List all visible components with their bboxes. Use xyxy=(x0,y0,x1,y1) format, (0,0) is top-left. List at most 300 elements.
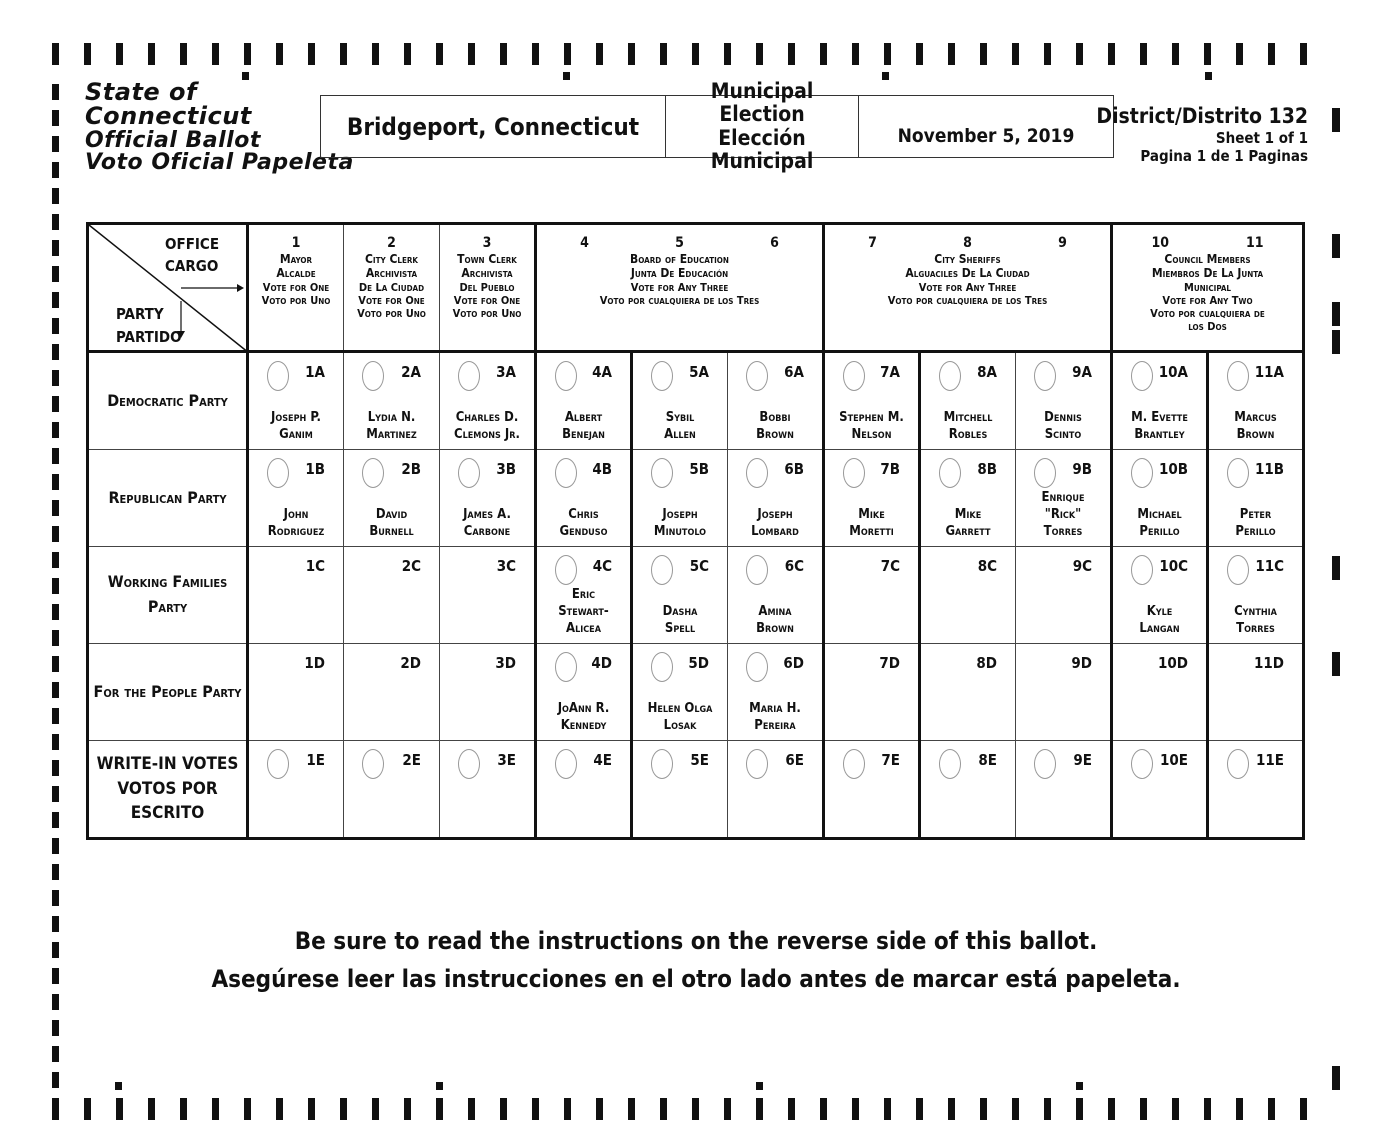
date-box xyxy=(858,95,1114,158)
timing-mark xyxy=(52,682,59,698)
office-header-5 xyxy=(824,224,1112,352)
candidate-name: Maria H. Pereira xyxy=(749,701,801,734)
timing-mark xyxy=(52,500,59,516)
candidate-name: Enrique "Rick" Torres xyxy=(1041,490,1085,540)
timing-mark xyxy=(788,1098,795,1120)
position-code: 3A xyxy=(496,363,516,381)
office-title-line: Alguaciles De La Ciudad xyxy=(905,266,1030,281)
timing-mark xyxy=(948,43,955,65)
timing-mark xyxy=(52,838,59,854)
timing-mark xyxy=(52,422,59,438)
vote-oval[interactable] xyxy=(1131,361,1153,391)
ballot-position-6d[interactable] xyxy=(728,644,824,741)
office-number: 5 xyxy=(675,235,684,251)
position-code: 7A xyxy=(880,363,900,381)
vote-oval[interactable] xyxy=(651,361,673,391)
timing-mark xyxy=(148,43,155,65)
timing-mark xyxy=(52,1098,59,1120)
position-code: 9A xyxy=(1072,363,1092,381)
ballot-position-7a[interactable] xyxy=(824,352,920,450)
office-title-line: Council Members xyxy=(1164,251,1251,266)
office-header-3 xyxy=(440,224,536,352)
vote-oval[interactable] xyxy=(651,652,673,682)
vote-oval[interactable] xyxy=(362,361,384,391)
timing-mark xyxy=(308,43,315,65)
candidate-name: Marcus Brown xyxy=(1234,410,1277,443)
timing-mark xyxy=(52,240,59,256)
ballot-position-9c xyxy=(1016,547,1112,644)
timing-mark xyxy=(372,1098,379,1120)
timing-mark xyxy=(692,43,699,65)
vote-oval[interactable] xyxy=(746,458,768,488)
office-title-line: Voto por cualquiera de xyxy=(1150,306,1265,320)
ballot-position-2e[interactable] xyxy=(344,741,440,839)
vote-oval[interactable] xyxy=(843,749,865,779)
ballot-position-6e[interactable] xyxy=(728,741,824,839)
timing-mark xyxy=(1044,43,1051,65)
ballot-position-8c xyxy=(920,547,1016,644)
position-code: 7E xyxy=(881,751,900,769)
ballot-position-3a[interactable] xyxy=(440,352,536,450)
office-title-line: Board of Education xyxy=(630,251,729,266)
office-title-line: City Clerk xyxy=(364,251,419,266)
ballot-position-1e[interactable] xyxy=(248,741,344,839)
office-header-1 xyxy=(248,224,344,352)
vote-oval[interactable] xyxy=(1034,458,1056,488)
ballot-position-9b[interactable] xyxy=(1016,450,1112,547)
timing-mark xyxy=(1108,1098,1115,1120)
office-title-line: Vote for Any Two xyxy=(1162,293,1253,307)
timing-mark xyxy=(84,1098,91,1120)
position-code: 1C xyxy=(305,557,325,575)
timing-mark xyxy=(1332,556,1340,580)
candidate-name: Sybil Allen xyxy=(664,410,696,443)
position-code: 7D xyxy=(879,654,900,672)
timing-mark xyxy=(1332,302,1340,326)
vote-oval[interactable] xyxy=(939,458,961,488)
election-box xyxy=(665,79,859,173)
ballot-position-5a[interactable] xyxy=(632,352,728,450)
party-row-e xyxy=(88,741,1304,839)
sheet-number: Sheet 1 of 1 xyxy=(1215,129,1308,148)
ballot-position-3b[interactable] xyxy=(440,450,536,547)
vote-oval[interactable] xyxy=(267,458,289,488)
timing-mark xyxy=(692,1098,699,1120)
vote-oval[interactable] xyxy=(1034,749,1056,779)
timing-mark xyxy=(52,890,59,906)
timing-mark xyxy=(436,1098,443,1120)
timing-mark xyxy=(52,474,59,490)
timing-mark xyxy=(820,1098,827,1120)
position-code: 8D xyxy=(976,654,997,672)
timing-mark xyxy=(242,72,249,80)
timing-mark xyxy=(980,43,987,65)
office-title-line: Voto por Uno xyxy=(261,293,331,307)
vote-oval[interactable] xyxy=(555,361,577,391)
position-code: 2B xyxy=(401,460,421,478)
position-code: 4E xyxy=(593,751,612,769)
timing-mark xyxy=(724,1098,731,1120)
candidate-name: Dasha Spell xyxy=(662,604,698,637)
position-code: 9E xyxy=(1073,751,1092,769)
ballot-position-10e[interactable] xyxy=(1112,741,1208,839)
ballot-position-3e[interactable] xyxy=(440,741,536,839)
timing-mark xyxy=(1076,1098,1083,1120)
position-code: 1D xyxy=(304,654,325,672)
timing-mark xyxy=(52,760,59,776)
position-code: 8C xyxy=(977,557,997,575)
timing-mark xyxy=(1076,1082,1083,1090)
vote-oval[interactable] xyxy=(939,361,961,391)
timing-mark xyxy=(52,994,59,1010)
office-header-6 xyxy=(1112,224,1304,352)
vote-oval[interactable] xyxy=(1227,555,1249,585)
pagina-number: Pagina 1 de 1 Paginas xyxy=(1140,147,1308,166)
position-code: 3C xyxy=(496,557,516,575)
position-code: 6C xyxy=(784,557,804,575)
timing-mark xyxy=(596,43,603,65)
timing-mark xyxy=(1300,43,1307,65)
office-number: 8 xyxy=(963,235,972,251)
vote-oval[interactable] xyxy=(555,749,577,779)
vote-oval[interactable] xyxy=(651,555,673,585)
vote-oval[interactable] xyxy=(1227,361,1249,391)
office-title-line: Voto por Uno xyxy=(357,306,426,320)
ballot-position-9a[interactable] xyxy=(1016,352,1112,450)
vote-oval[interactable] xyxy=(1131,749,1153,779)
vote-oval[interactable] xyxy=(651,458,673,488)
candidate-name: Mike Garrett xyxy=(945,507,991,540)
timing-mark xyxy=(52,43,59,65)
ballot-position-11b[interactable] xyxy=(1208,450,1304,547)
ballot-position-8a[interactable] xyxy=(920,352,1016,450)
office-title-line: Voto por cualquiera de los Tres xyxy=(887,293,1048,307)
position-code: 10A xyxy=(1158,363,1188,381)
ballot-position-10d xyxy=(1112,644,1208,741)
timing-mark xyxy=(1012,1098,1019,1120)
vote-oval[interactable] xyxy=(843,458,865,488)
ballot-position-10b[interactable] xyxy=(1112,450,1208,547)
vote-oval[interactable] xyxy=(1227,458,1249,488)
ballot-position-1c xyxy=(248,547,344,644)
candidate-name: Joseph Minutolo xyxy=(653,507,707,540)
ballot-position-4c[interactable] xyxy=(536,547,632,644)
timing-mark xyxy=(52,214,59,230)
timing-mark xyxy=(532,43,539,65)
timing-mark xyxy=(788,43,795,65)
office-title-line: Del Pueblo xyxy=(459,280,515,294)
state-seal-heading xyxy=(85,80,354,174)
timing-mark xyxy=(1204,43,1211,65)
office-number: 7 xyxy=(868,235,877,251)
position-code: 1E xyxy=(306,751,325,769)
position-code: 9B xyxy=(1072,460,1092,478)
position-code: 10E xyxy=(1159,751,1188,769)
state-line-2: Connecticut xyxy=(85,102,252,130)
position-code: 3D xyxy=(495,654,516,672)
timing-mark xyxy=(948,1098,955,1120)
timing-mark xyxy=(820,43,827,65)
ballot-position-6c[interactable] xyxy=(728,547,824,644)
election-date: November 5, 2019 xyxy=(897,124,1075,147)
ballot-position-1a[interactable] xyxy=(248,352,344,450)
position-code: 1B xyxy=(305,460,325,478)
position-code: 7B xyxy=(880,460,900,478)
position-code: 11D xyxy=(1254,654,1284,672)
ballot-position-7c xyxy=(824,547,920,644)
ballot-position-10a[interactable] xyxy=(1112,352,1208,450)
ballot-position-5c[interactable] xyxy=(632,547,728,644)
timing-mark xyxy=(532,1098,539,1120)
ballot-position-6a[interactable] xyxy=(728,352,824,450)
office-number: 9 xyxy=(1058,235,1067,251)
instructions-es: Asegúrese leer las instrucciones en el otro lado antes de marcar está papeleta. xyxy=(211,965,1181,993)
partido-label: PARTIDO xyxy=(116,328,182,346)
position-code: 3E xyxy=(497,751,516,769)
timing-mark xyxy=(628,1098,635,1120)
ballot-position-5b[interactable] xyxy=(632,450,728,547)
vote-oval[interactable] xyxy=(1034,361,1056,391)
office-title-line: Archivista xyxy=(461,266,513,281)
ballot-position-4a[interactable] xyxy=(536,352,632,450)
vote-oval[interactable] xyxy=(1131,458,1153,488)
district-info xyxy=(1096,104,1308,165)
office-number: 4 xyxy=(580,235,589,251)
timing-mark xyxy=(884,43,891,65)
vote-oval[interactable] xyxy=(362,458,384,488)
timing-mark xyxy=(52,266,59,282)
vote-oval[interactable] xyxy=(267,361,289,391)
candidate-name: Cynthia Torres xyxy=(1234,604,1277,637)
candidate-name: John Rodriguez xyxy=(267,507,325,540)
candidate-name: David Burnell xyxy=(369,507,414,540)
ballot-position-9e[interactable] xyxy=(1016,741,1112,839)
timing-mark xyxy=(372,43,379,65)
office-number: 3 xyxy=(482,235,492,251)
timing-mark xyxy=(980,1098,987,1120)
vote-oval[interactable] xyxy=(458,749,480,779)
office-title-line: Archivista xyxy=(365,266,418,281)
position-code: 5B xyxy=(689,460,709,478)
timing-mark xyxy=(276,43,283,65)
timing-mark xyxy=(724,43,731,65)
timing-mark xyxy=(244,43,251,65)
position-code: 2A xyxy=(401,363,421,381)
timing-mark xyxy=(564,1098,571,1120)
ballot-position-1b[interactable] xyxy=(248,450,344,547)
position-code: 2C xyxy=(401,557,421,575)
timing-mark xyxy=(244,1098,251,1120)
office-number: 1 xyxy=(291,235,301,251)
timing-mark xyxy=(212,43,219,65)
position-code: 6A xyxy=(784,363,804,381)
ballot-grid xyxy=(86,222,1305,840)
ballot-position-11c[interactable] xyxy=(1208,547,1304,644)
position-code: 10D xyxy=(1158,654,1188,672)
timing-mark xyxy=(180,1098,187,1120)
ballot-position-8e[interactable] xyxy=(920,741,1016,839)
timing-mark xyxy=(916,43,923,65)
ballot-position-3c xyxy=(440,547,536,644)
ballot-position-1d xyxy=(248,644,344,741)
position-code: 10B xyxy=(1158,460,1188,478)
timing-mark xyxy=(404,43,411,65)
candidate-name: Bobbi Brown xyxy=(756,410,794,443)
office-title-line: Mayor xyxy=(279,251,313,266)
timing-mark xyxy=(1236,43,1243,65)
vote-oval[interactable] xyxy=(458,458,480,488)
candidate-name: Mitchell Robles xyxy=(943,410,993,443)
office-title-line: Miembros De La Junta xyxy=(1151,266,1264,281)
ballot-position-8d xyxy=(920,644,1016,741)
timing-mark xyxy=(52,604,59,620)
position-code: 4A xyxy=(592,363,612,381)
vote-oval[interactable] xyxy=(362,749,384,779)
ballot-position-10c[interactable] xyxy=(1112,547,1208,644)
timing-mark xyxy=(1044,1098,1051,1120)
timing-mark xyxy=(916,1098,923,1120)
vote-oval[interactable] xyxy=(267,749,289,779)
candidate-name: M. Evette Brantley xyxy=(1131,410,1188,443)
vote-oval[interactable] xyxy=(1131,555,1153,585)
position-code: 4D xyxy=(591,654,612,672)
timing-mark xyxy=(756,43,763,65)
timing-mark xyxy=(1268,1098,1275,1120)
ballot-position-7e[interactable] xyxy=(824,741,920,839)
position-code: 7C xyxy=(880,557,900,575)
timing-mark xyxy=(882,72,889,80)
position-code: 4C xyxy=(592,557,612,575)
election-en: Municipal Election xyxy=(710,79,814,127)
position-code: 5A xyxy=(689,363,709,381)
ballot-position-4e[interactable] xyxy=(536,741,632,839)
official-ballot-es: Voto Oficial Papeleta xyxy=(85,150,354,175)
ballot-position-11a[interactable] xyxy=(1208,352,1304,450)
candidate-name: Chris Genduso xyxy=(559,507,608,540)
candidate-name: Charles D. Clemons Jr. xyxy=(454,410,520,443)
official-ballot-en: Official Ballot xyxy=(85,128,261,153)
candidate-name: Albert Benejan xyxy=(562,410,605,443)
ballot-position-4b[interactable] xyxy=(536,450,632,547)
timing-mark xyxy=(660,43,667,65)
vote-oval[interactable] xyxy=(746,749,768,779)
office-title-line: Vote for Any Three xyxy=(630,280,729,294)
office-label: OFFICE xyxy=(165,235,220,253)
ballot-position-2a[interactable] xyxy=(344,352,440,450)
timing-mark xyxy=(500,1098,507,1120)
candidate-name: James A. Carbone xyxy=(463,507,511,540)
position-code: 6E xyxy=(785,751,804,769)
candidate-name: Eric Stewart- Alicea xyxy=(558,587,609,637)
ballot-position-7b[interactable] xyxy=(824,450,920,547)
timing-mark xyxy=(852,1098,859,1120)
timing-mark xyxy=(884,1098,891,1120)
ballot-position-11e[interactable] xyxy=(1208,741,1304,839)
position-code: 5D xyxy=(688,654,709,672)
timing-mark xyxy=(52,864,59,880)
candidate-name: JoAnn R. Kennedy xyxy=(557,701,610,734)
vote-oval[interactable] xyxy=(555,458,577,488)
office-number: 6 xyxy=(770,235,779,251)
timing-mark xyxy=(1300,1098,1307,1120)
vote-oval[interactable] xyxy=(843,361,865,391)
timing-mark xyxy=(1268,43,1275,65)
vote-oval[interactable] xyxy=(1227,749,1249,779)
ballot-position-5e[interactable] xyxy=(632,741,728,839)
ballot-position-5d[interactable] xyxy=(632,644,728,741)
timing-mark xyxy=(1140,1098,1147,1120)
party-name: For the People Party xyxy=(88,644,248,741)
timing-mark xyxy=(1332,1066,1340,1090)
timing-mark xyxy=(500,43,507,65)
candidate-name: Joseph Lombard xyxy=(751,507,799,540)
instructions-en: Be sure to read the instructions on the reverse side of this ballot. xyxy=(294,927,1098,955)
party-name: WRITE-IN VOTES VOTOS POR ESCRITO xyxy=(88,741,248,839)
timing-mark xyxy=(1332,652,1340,676)
municipality-box xyxy=(320,95,666,158)
timing-mark xyxy=(660,1098,667,1120)
timing-mark xyxy=(468,43,475,65)
candidate-name: Peter Perillo xyxy=(1235,507,1276,540)
position-code: 11A xyxy=(1254,363,1284,381)
vote-oval[interactable] xyxy=(746,361,768,391)
ballot-position-8b[interactable] xyxy=(920,450,1016,547)
vote-oval[interactable] xyxy=(555,555,577,585)
ballot-position-2b[interactable] xyxy=(344,450,440,547)
timing-mark xyxy=(52,448,59,464)
candidate-name: Lydia N. Martinez xyxy=(366,410,417,443)
ballot-position-11d xyxy=(1208,644,1304,741)
timing-mark xyxy=(404,1098,411,1120)
timing-mark xyxy=(180,43,187,65)
office-title-line: los Dos xyxy=(1188,320,1227,334)
office-party-corner xyxy=(88,224,248,352)
timing-mark xyxy=(115,1082,122,1090)
position-code: 6B xyxy=(784,460,804,478)
position-code: 10C xyxy=(1159,557,1188,575)
timing-mark xyxy=(340,1098,347,1120)
party-name: Republican Party xyxy=(88,450,248,547)
vote-oval[interactable] xyxy=(458,361,480,391)
timing-mark xyxy=(1108,43,1115,65)
timing-mark xyxy=(1236,1098,1243,1120)
vote-oval[interactable] xyxy=(746,652,768,682)
vote-oval[interactable] xyxy=(746,555,768,585)
position-code: 5C xyxy=(689,557,709,575)
timing-mark xyxy=(1204,1098,1211,1120)
timing-mark xyxy=(276,1098,283,1120)
timing-mark xyxy=(52,630,59,646)
timing-mark xyxy=(52,1046,59,1062)
vote-oval[interactable] xyxy=(939,749,961,779)
candidate-name: Dennis Scinto xyxy=(1044,410,1082,443)
timing-mark xyxy=(52,162,59,178)
district: District/Distrito 132 xyxy=(1096,104,1308,128)
office-title-line: Vote for One xyxy=(262,280,330,294)
vote-oval[interactable] xyxy=(555,652,577,682)
timing-mark xyxy=(52,552,59,568)
office-title-line: Town Clerk xyxy=(457,251,517,266)
timing-mark xyxy=(52,188,59,204)
ballot-position-4d[interactable] xyxy=(536,644,632,741)
timing-mark xyxy=(1012,43,1019,65)
office-number: 11 xyxy=(1245,235,1264,251)
vote-oval[interactable] xyxy=(651,749,673,779)
ballot-position-6b[interactable] xyxy=(728,450,824,547)
timing-mark xyxy=(468,1098,475,1120)
position-code: 9C xyxy=(1072,557,1092,575)
timing-mark xyxy=(52,708,59,724)
